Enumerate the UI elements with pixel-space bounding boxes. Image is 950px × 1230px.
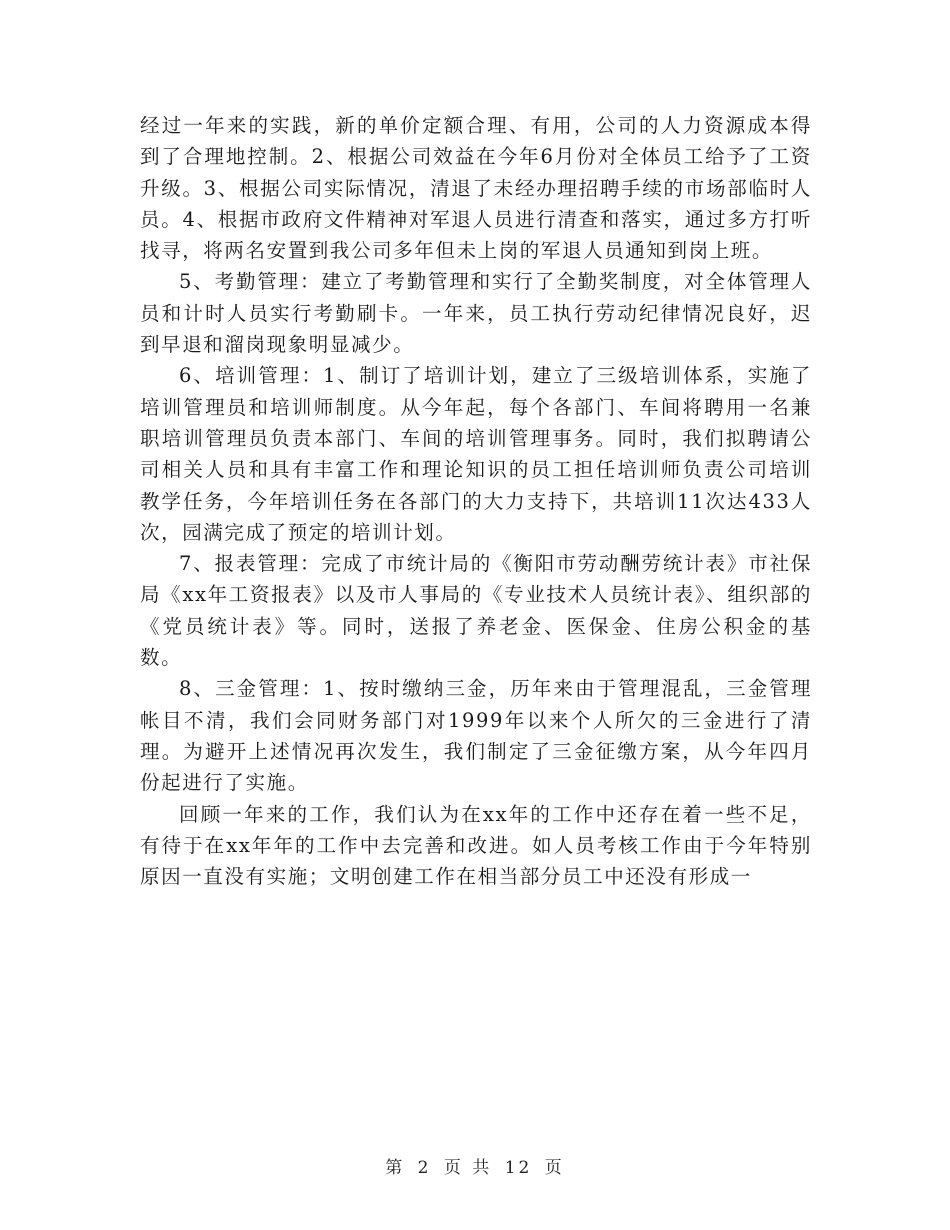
- page-footer: [0, 1153, 950, 1178]
- footer-current-page: 2: [417, 1158, 432, 1178]
- paragraph-continuation: 经过一年来的实践，新的单价定额合理、有用，公司的人力资源成本得到了合理地控制。2、根据公司效益在今年6月份对全体员工给予了工资升级。3、根据公司实际情况，清退了未经办理招聘手续的市场部临时人员。4、根据市政府文件精神对军退人员进行清查和落实，通过多方打听找寻，将两名安置到我公司多年但未上岗的军退人员通知到岗上班。: [140, 114, 812, 263]
- footer-prefix: 第: [385, 1158, 406, 1178]
- paragraph-training-management: 6、培训管理：1、制订了培训计划，建立了三级培训体系，实施了培训管理员和培训师制度。从今年起，每个各部门、车间将聘用一名兼职培训管理员负责本部门、车间的培训管理事务。同时，我们拟聘请公司相关人员和具有丰富工作和理论知识的员工担任培训师负责公司培训教学任务，今年培训任务在各部门的大力支持下，共培训11次达433人次，园满完成了预定的培训计划。: [140, 364, 812, 544]
- paragraph-review: 回顾一年来的工作，我们认为在xx年的工作中还存在着一些不足，有待于在xx年年的工作中去完善和改进。如人员考核工作由于今年特别原因一直没有实施；文明创建工作在相当部分员工中还没有形成一: [140, 802, 812, 889]
- document-body: [140, 110, 812, 892]
- paragraph-three-funds-management: 8、三金管理：1、按时缴纳三金，历年来由于管理混乱，三金管理帐目不清，我们会同财务部门对1999年以来个人所欠的三金进行了清理。为避开上述情况再次发生，我们制定了三金征缴方案，从今年四月份起进行了实施。: [140, 677, 812, 795]
- paragraph-report-management: 7、报表管理：完成了市统计局的《衡阳市劳动酬劳统计表》市社保局《xx年工资报表》以及市人事局的《专业技术人员统计表》、组织部的《党员统计表》等。同时，送报了养老金、医保金、住房公积金的基数。: [140, 552, 812, 670]
- footer-middle: 页 共: [443, 1158, 493, 1178]
- paragraph-attendance-management: 5、考勤管理：建立了考勤管理和实行了全勤奖制度，对全体管理人员和计时人员实行考勤刷卡。一年来，员工执行劳动纪律情况良好，迟到早退和溜岗现象明显减少。: [140, 270, 812, 357]
- footer-total-pages: 12: [504, 1158, 533, 1178]
- footer-suffix: 页: [544, 1158, 565, 1178]
